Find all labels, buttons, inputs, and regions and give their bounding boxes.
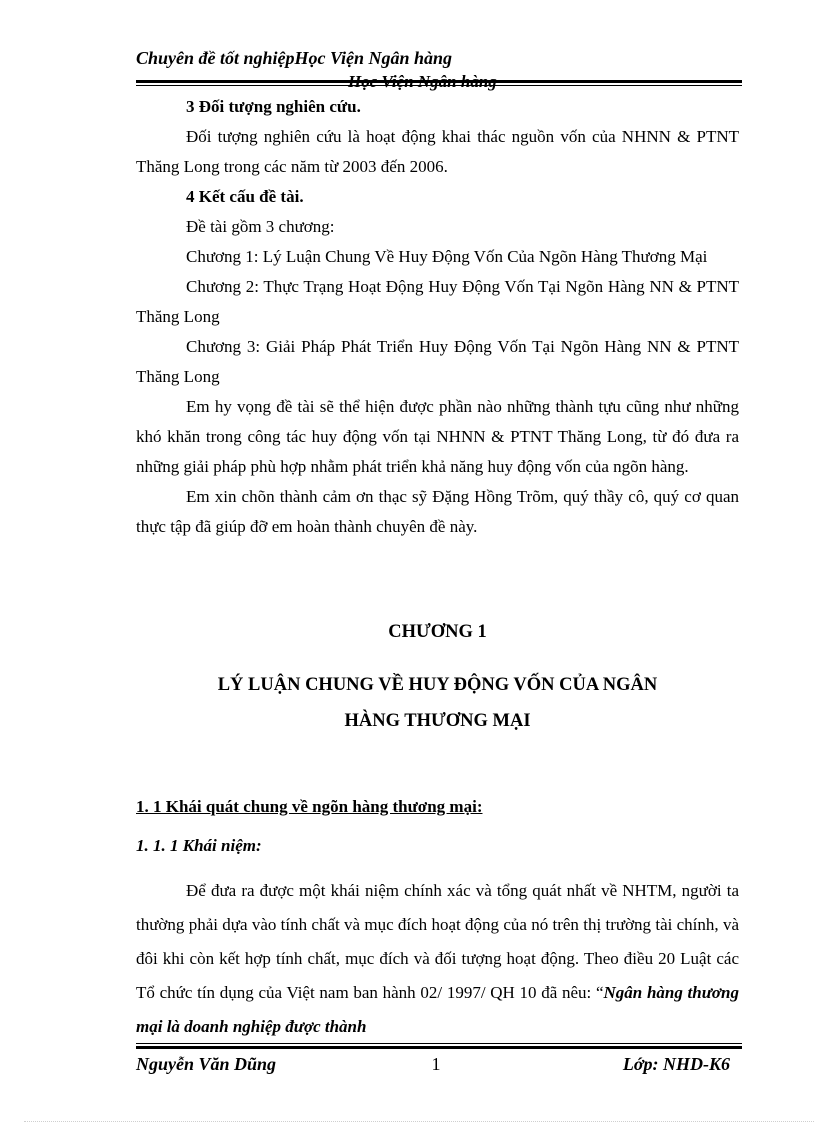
intro-body <box>136 92 739 542</box>
chapter-list-item: Chương 2: Thực Trạng Hoạt Động Huy Động Vốn Tại Ngõn Hàng NN & PTNT Thăng Long <box>136 277 739 326</box>
footer-class: Lớp: NHD-K6 <box>622 1054 730 1074</box>
subsection-heading: 1. 1. 1 Khái niệm: <box>136 836 262 855</box>
header-rule-thin <box>136 85 742 86</box>
header-rule-thick <box>136 80 742 83</box>
definition-paragraph-block <box>136 874 739 1044</box>
chapter-title-line2: HÀNG THƯƠNG MẠI <box>344 711 531 731</box>
section4-heading: 4 Kết cấu đề tài. <box>186 187 304 206</box>
header-title: Chuyên đề tốt nghiệpHọc Viện Ngân hàng <box>136 48 453 68</box>
footer-author: Nguyễn Văn Dũng <box>136 1054 277 1074</box>
hope-paragraph: Em hy vọng đề tài sẽ thể hiện được phần nào những thành tựu cũng như những khó khăn trong công tác huy động vốn tại NHNN & PTNT Thăng Long, từ đó đưa ra những giải pháp phù hợp nhằm phát triển khả năng huy động vốn của ngõn hàng. <box>136 397 739 476</box>
page-bottom-border <box>24 1121 814 1122</box>
definition-text: Để đưa ra được một khái niệm chính xác và tổng quát nhất về NHTM, người ta thường phải dựa vào tính chất và mục đích hoạt động của nó trên thị trường tài chính, và đôi khi còn kết hợp tính chất, mục đích và đối tượng hoạt động. Theo điều 20 Luật các Tổ chức tín dụng của Việt nam ban hành 02/ 1997/ QH 10 đã nêu: “ <box>136 881 739 1002</box>
quote-start: Ngân hàng thương mại là doanh nghiệp được thành <box>136 983 739 1036</box>
footer-page-number: 1 <box>431 1054 441 1074</box>
structure-intro: Đề tài gồm 3 chương: <box>186 217 335 236</box>
section-heading: 1. 1 Khái quát chung về ngõn hàng thương mại: <box>136 797 483 816</box>
chapter-list-item: Chương 3: Giải Pháp Phát Triển Huy Động Vốn Tại Ngõn Hàng NN & PTNT Thăng Long <box>136 337 739 386</box>
chapter-title-line1: LÝ LUẬN CHUNG VỀ HUY ĐỘNG VỐN CỦA NGÂN <box>217 675 658 695</box>
footer-rule-thin <box>136 1043 742 1044</box>
thanks-paragraph: Em xin chõn thành cảm ơn thạc sỹ Đặng Hồng Trõm, quý thầy cô, quý cơ quan thực tập đã giúp đỡ em hoàn thành chuyên đề này. <box>136 487 739 536</box>
section3-paragraph: Đối tượng nghiên cứu là hoạt động khai thác nguồn vốn của NHNN & PTNT Thăng Long trong các năm từ 2003 đến 2006. <box>136 127 739 176</box>
chapter-number: CHƯƠNG 1 <box>388 622 487 642</box>
definition-paragraph <box>136 874 739 1044</box>
footer-rule-thick <box>136 1046 742 1049</box>
chapter-list-item: Chương 1: Lý Luận Chung Về Huy Động Vốn Của Ngõn Hàng Thương Mại <box>186 247 708 266</box>
section3-heading: 3 Đối tượng nghiên cứu. <box>186 97 361 116</box>
